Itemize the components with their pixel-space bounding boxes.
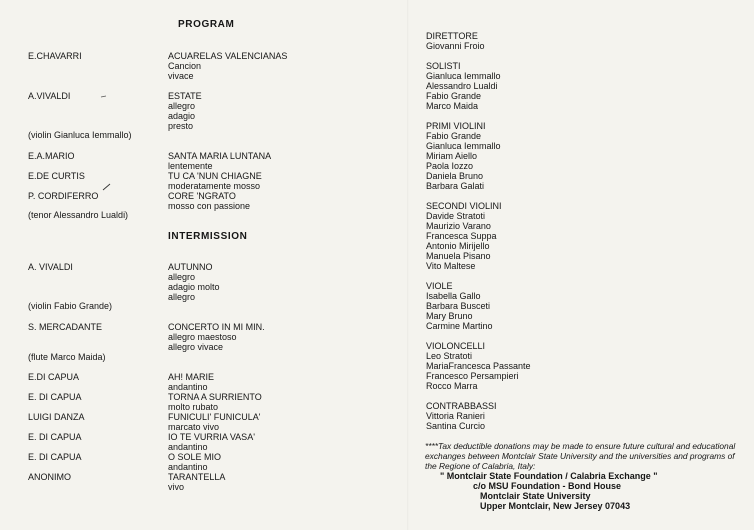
section-title: SOLISTI: [426, 61, 461, 71]
work-movement: allegro: [168, 101, 196, 111]
section-title: VIOLE: [426, 281, 453, 291]
work-block: [168, 151, 271, 171]
composer-name: LUIGI DANZA: [28, 412, 85, 422]
work-block: [168, 472, 225, 492]
orchestra-section: [426, 401, 497, 431]
work-movement: marcato vivo: [168, 422, 220, 432]
work-movement: adagio: [168, 111, 196, 121]
work-movement: mosso con passione: [168, 201, 251, 211]
musician-name: Fabio Grande: [426, 131, 482, 141]
musician-name: Alessandro Lualdi: [426, 81, 498, 91]
musician-name: Mary Bruno: [426, 311, 473, 321]
pen-mark-icon: [102, 182, 112, 192]
program-heading: PROGRAM: [178, 19, 235, 30]
musician-name: Barbara Busceti: [426, 301, 491, 311]
composer-name: A. VIVALDI: [28, 262, 73, 272]
section-title: DIRETTORE: [426, 31, 478, 41]
work-movement: adagio molto: [168, 282, 220, 292]
work-block: [168, 372, 214, 392]
performer-note: (flute Marco Maida): [28, 352, 106, 362]
address-line: Upper Montclair, New Jersey 07043: [480, 501, 631, 511]
work-block: [168, 262, 220, 302]
work-title: TORNA A SURRIENTO: [168, 392, 262, 402]
work-block: [168, 452, 221, 472]
performer-note: (violin Gianluca Iemmallo): [28, 130, 132, 140]
work-title: O SOLE MIO: [168, 452, 222, 462]
performer-note: (violin Fabio Grande): [28, 301, 113, 311]
work-title: AUTUNNO: [168, 262, 213, 272]
work-block: [168, 392, 262, 412]
work-title: IO TE VURRIA VASA': [168, 432, 255, 442]
musician-name: Gianluca Iemmallo: [426, 141, 501, 151]
composer-name: E.DE CURTIS: [28, 171, 85, 181]
musician-name: Marco Maida: [426, 101, 479, 111]
work-title: ESTATE: [168, 91, 202, 101]
musician-name: Antonio Mirijello: [426, 241, 490, 251]
work-block: [168, 322, 265, 352]
musician-name: Fabio Grande: [426, 91, 482, 101]
work-title: TU CA 'NUN CHIAGNE: [168, 171, 262, 181]
foundation-address: [440, 471, 658, 511]
orchestra-section: [426, 201, 502, 271]
musician-name: Carmine Martino: [426, 321, 493, 331]
work-movement: lentemente: [168, 161, 213, 171]
composer-name: E.A.MARIO: [28, 151, 75, 161]
musician-name: Leo Stratoti: [426, 351, 473, 361]
work-block: [168, 171, 262, 191]
musician-name: Rocco Marra: [426, 381, 478, 391]
address-line: c/o MSU Foundation - Bond House: [473, 481, 621, 491]
work-title: TARANTELLA: [168, 472, 226, 482]
pen-mark-icon: [100, 93, 108, 99]
musician-name: Francesca Suppa: [426, 231, 497, 241]
work-block: [168, 412, 260, 432]
orchestra-section: [426, 31, 485, 51]
work-title: SANTA MARIA LUNTANA: [168, 151, 272, 161]
musician-name: Manuela Pisano: [426, 251, 491, 261]
composer-name: E. DI CAPUA: [28, 432, 82, 442]
performer-note: (tenor Alessandro Lualdi): [28, 210, 129, 220]
work-block: [168, 51, 287, 81]
work-movement: allegro maestoso: [168, 332, 237, 342]
musician-name: Vito Maltese: [426, 261, 476, 271]
work-title: AH! MARIE: [168, 372, 215, 382]
composer-name: S. MERCADANTE: [28, 322, 103, 332]
orchestra-section: [426, 121, 501, 191]
musician-name: Giovanni Froio: [426, 41, 485, 51]
address-line: " Montclair State Foundation / Calabria Exchange ": [440, 471, 658, 481]
musician-name: Santina Curcio: [426, 421, 486, 431]
orchestra-section: [426, 341, 531, 391]
work-movement: Cancion: [168, 61, 202, 71]
work-movement: andantino: [168, 382, 208, 392]
section-title: SECONDI VIOLINI: [426, 201, 502, 211]
section-title: VIOLONCELLI: [426, 341, 486, 351]
musician-name: Davide Stratoti: [426, 211, 486, 221]
musician-name: MariaFrancesca Passante: [426, 361, 531, 371]
work-title: CORE 'NGRATO: [168, 191, 236, 201]
work-movement: vivo: [168, 482, 185, 492]
donation-note: ****Tax deductible donations may be made to ensure future cultural and educational exchanges between Montclair State University and the universities and programs of the Regione of Calabria, Italy:: [425, 441, 736, 471]
orchestra-section: [426, 281, 493, 331]
composer-name: E.DI CAPUA: [28, 372, 80, 382]
musician-name: Francesco Persampieri: [426, 371, 519, 381]
work-block: [168, 91, 202, 131]
work-movement: andantino: [168, 442, 208, 452]
musician-name: Maurizio Varano: [426, 221, 491, 231]
page-fold: [407, 0, 409, 530]
work-block: [168, 432, 255, 452]
musician-name: Isabella Gallo: [426, 291, 481, 301]
work-movement: moderatamente mosso: [168, 181, 261, 191]
composer-name: P. CORDIFERRO: [28, 191, 99, 201]
address-line: Montclair State University: [480, 491, 591, 501]
musician-name: Vittoria Ranieri: [426, 411, 485, 421]
orchestra-section: [426, 61, 501, 111]
work-movement: andantino: [168, 462, 208, 472]
intermission-heading: INTERMISSION: [168, 231, 248, 242]
section-title: PRIMI VIOLINI: [426, 121, 486, 131]
work-movement: vivace: [168, 71, 194, 81]
musician-name: Paola Iozzo: [426, 161, 474, 171]
work-title: FUNICULI' FUNICULA': [168, 412, 261, 422]
composer-name: E.CHAVARRI: [28, 51, 82, 61]
work-movement: allegro: [168, 272, 196, 282]
work-block: [168, 191, 250, 211]
musician-name: Gianluca Iemmallo: [426, 71, 501, 81]
musician-name: Daniela Bruno: [426, 171, 484, 181]
work-title: CONCERTO IN MI MIN.: [168, 322, 265, 332]
composer-name: E. DI CAPUA: [28, 392, 82, 402]
work-movement: allegro: [168, 292, 196, 302]
work-movement: molto rubato: [168, 402, 219, 412]
musician-name: Barbara Galati: [426, 181, 485, 191]
musician-name: Miriam Aiello: [426, 151, 478, 161]
work-movement: allegro vivace: [168, 342, 224, 352]
composer-name: ANONIMO: [28, 472, 72, 482]
composer-name: E. DI CAPUA: [28, 452, 82, 462]
composer-name: A.VIVALDI: [28, 91, 71, 101]
section-title: CONTRABBASSI: [426, 401, 497, 411]
work-movement: presto: [168, 121, 194, 131]
work-title: ACUARELAS VALENCIANAS: [168, 51, 288, 61]
